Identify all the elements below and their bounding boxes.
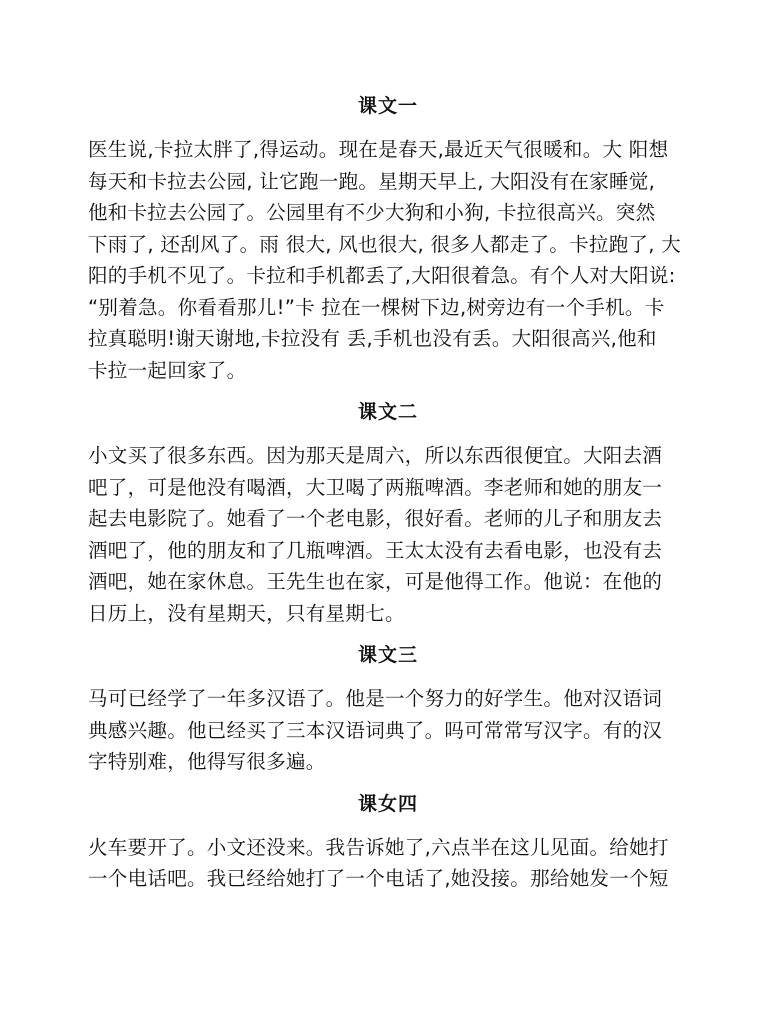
section-title-1: 课文一	[357, 95, 418, 117]
section-text-4: 火车要开了。小文还没来。我告诉她了,六点半在这儿见面。给她打 一个电话吧。我已经给她打了一个电话了,她没接。那给她发一个短	[88, 835, 669, 890]
section-title-3: 课文三	[357, 644, 418, 666]
section-title-2: 课文二	[357, 401, 418, 423]
section-text-3: 马可已经学了一年多汉语了。他是一个努力的好学生。他对汉语词 典感兴趣。他已经买了三本汉语词典了。吗可常常写汉字。有的汉 字特别难，他得写很多遍。	[88, 687, 663, 773]
section-text-2: 小文买了很多东西。因为那天是周六，所以东西很便宜。大阳去酒 吧了，可是他没有喝酒，大卫喝了两瓶啤酒。李老师和她的朋友一 起去电影院了。她看了一个老电影，很好看。老师的儿子和朋友去 酒吧了，他的朋友和了几瓶啤酒。王太太没有去看电影，也没有去 酒吧，她在家休息。王先生也在家，可是他得工作。他说：在他的 日历上，没有星期天，只有星期七。	[88, 444, 663, 625]
document-page	[88, 92, 688, 895]
section-title-4: 课女四	[357, 792, 418, 815]
section-text-1: 医生说,卡拉太胖了,得运动。现在是春天,最近天气很暖和。大 阳想 每天和卡拉去公园, 让它跑一跑。星期天早上, 大阳没有在家睡觉, 他和卡拉去公园了。公园里有不少大狗和小狗, 卡拉很高兴。突然 下雨了, 还刮风了。雨 很大, 风也很大, 很多人都走了。卡拉跑了, 大 阳的手机不见了。卡拉和手机都丢了,大阳很着急。有个人对大阳说: “别着急。你看看那儿!”卡 拉在一棵树下边,树旁边有一个手机。卡 拉真聪明!谢天谢地,卡拉没有 丢,手机也没有丢。大阳很高兴,他和 卡拉一起回家了。	[88, 138, 682, 382]
